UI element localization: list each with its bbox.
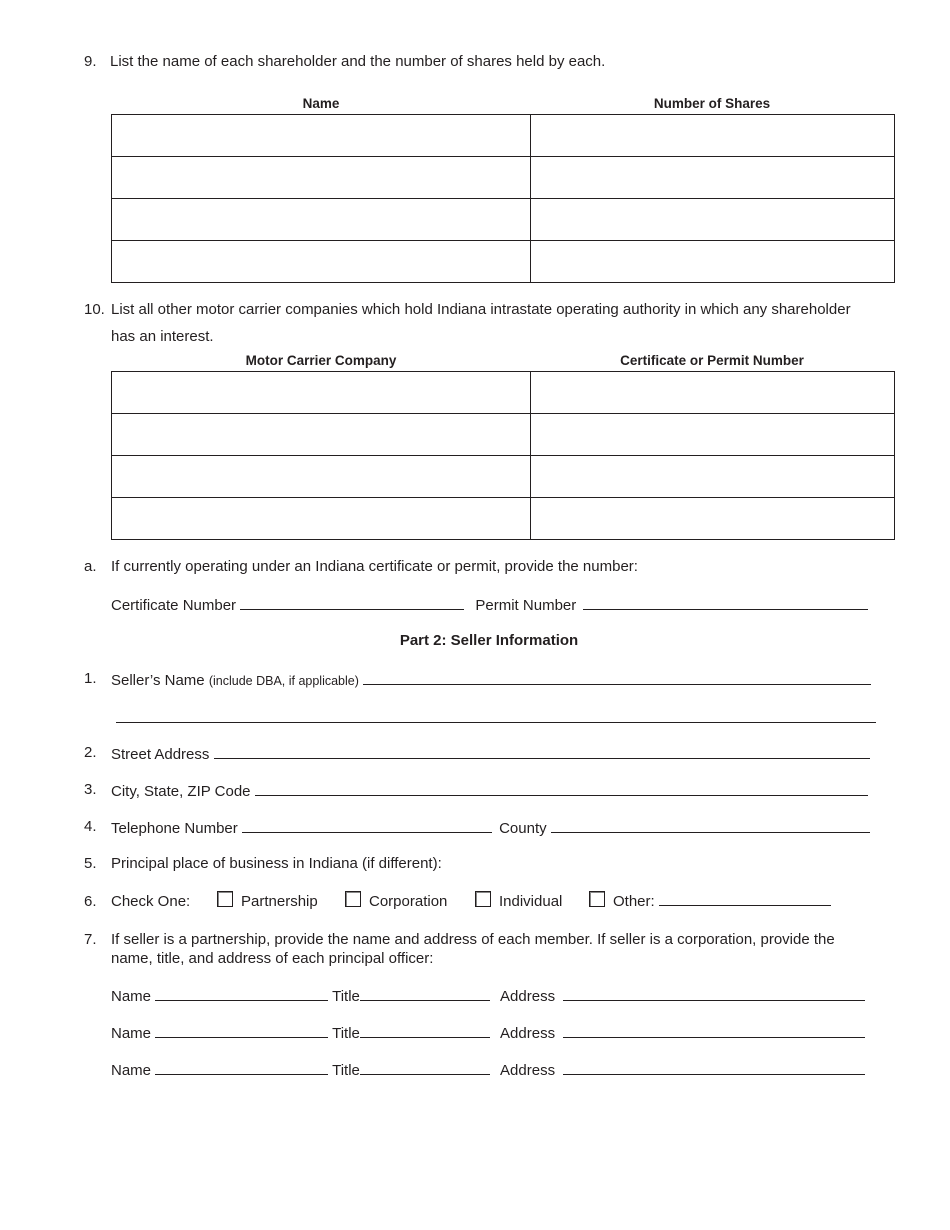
- carrier-table: [111, 371, 895, 540]
- p2q6-number: 6.: [84, 893, 97, 910]
- certificate-row: [111, 595, 868, 614]
- partnership-checkbox[interactable]: [217, 891, 233, 907]
- q7-text-line2: name, title, and address of each principal officer:: [111, 950, 434, 967]
- seller-name-note: (include DBA, if applicable): [208, 674, 359, 688]
- shareholder-name-cell[interactable]: [112, 157, 531, 199]
- officer-name-field[interactable]: [155, 1023, 328, 1038]
- seller-name-field[interactable]: [363, 670, 871, 685]
- table-row: [112, 456, 895, 498]
- option-individual[interactable]: [475, 891, 562, 910]
- p2q7-number: 7.: [84, 931, 97, 948]
- shareholder-name-header: Name: [302, 96, 340, 111]
- other-label: Other:: [613, 893, 655, 910]
- p2q5-number: 5.: [84, 855, 97, 872]
- shares-header: Number of Shares: [653, 96, 771, 111]
- table-row: [112, 115, 895, 157]
- street-address-row: [111, 744, 870, 763]
- qa-text: If currently operating under an Indiana certificate or permit, provide the number:: [111, 558, 638, 575]
- company-cell[interactable]: [112, 414, 531, 456]
- option-corporation[interactable]: [345, 891, 447, 910]
- partnership-label: Partnership: [241, 893, 318, 910]
- telephone-field[interactable]: [242, 818, 492, 833]
- table-row: [112, 414, 895, 456]
- officer-address-field[interactable]: [563, 986, 865, 1001]
- seller-name-field-2[interactable]: [116, 705, 876, 723]
- permit-label: Permit Number: [475, 597, 577, 614]
- county-label: County: [499, 820, 547, 837]
- city-state-zip-field[interactable]: [255, 781, 868, 796]
- certificate-number-field[interactable]: [240, 595, 464, 610]
- officer-title-label: Title: [332, 1025, 360, 1042]
- p2q3-number: 3.: [84, 781, 97, 798]
- officer-row: [111, 1023, 865, 1042]
- officer-address-label: Address: [500, 988, 556, 1005]
- officer-address-field[interactable]: [563, 1060, 865, 1075]
- p2q1-number: 1.: [84, 670, 97, 687]
- p2q2-number: 2.: [84, 744, 97, 761]
- officer-row: [111, 986, 865, 1005]
- company-cell[interactable]: [112, 456, 531, 498]
- q9-text: List the name of each shareholder and the number of shares held by each.: [110, 53, 606, 70]
- phone-county-row: [111, 818, 870, 837]
- certificate-cell[interactable]: [531, 372, 895, 414]
- table-row: [112, 157, 895, 199]
- principal-place-text: Principal place of business in Indiana (if different):: [111, 855, 442, 872]
- table-row: [112, 498, 895, 540]
- officer-title-field[interactable]: [360, 1023, 490, 1038]
- shares-cell[interactable]: [531, 157, 895, 199]
- seller-name-row: [111, 670, 871, 689]
- shareholder-name-cell[interactable]: [112, 199, 531, 241]
- officer-row: [111, 1060, 865, 1079]
- corporation-label: Corporation: [369, 893, 448, 910]
- option-partnership[interactable]: [217, 891, 318, 910]
- county-field[interactable]: [551, 818, 870, 833]
- officer-name-field[interactable]: [155, 1060, 328, 1075]
- shareholder-name-cell[interactable]: [112, 115, 531, 157]
- officer-name-label: Name: [111, 988, 152, 1005]
- company-cell[interactable]: [112, 498, 531, 540]
- shares-cell[interactable]: [531, 241, 895, 283]
- q10-text-line2: has an interest.: [111, 328, 214, 345]
- street-address-label: Street Address: [111, 746, 210, 763]
- officer-name-field[interactable]: [155, 986, 328, 1001]
- company-header: Motor Carrier Company: [245, 353, 397, 368]
- city-state-zip-row: [111, 781, 868, 800]
- qa-number: a.: [84, 558, 97, 575]
- street-address-field[interactable]: [214, 744, 870, 759]
- officer-name-label: Name: [111, 1062, 152, 1079]
- shareholder-name-cell[interactable]: [112, 241, 531, 283]
- certificate-cell[interactable]: [531, 498, 895, 540]
- permit-number-field[interactable]: [583, 595, 868, 610]
- q9-number: 9.: [84, 53, 97, 70]
- q10-number: 10.: [84, 301, 105, 318]
- city-state-zip-label: City, State, ZIP Code: [111, 783, 251, 800]
- q10-text-line1: List all other motor carrier companies which hold Indiana intrastate operating authority in which any shareholder: [111, 301, 851, 318]
- other-field[interactable]: [659, 891, 831, 906]
- officer-address-label: Address: [500, 1025, 556, 1042]
- check-one-label: Check One:: [111, 893, 191, 910]
- officer-title-label: Title: [332, 988, 360, 1005]
- p2q4-number: 4.: [84, 818, 97, 835]
- table-row: [112, 199, 895, 241]
- certificate-cell[interactable]: [531, 414, 895, 456]
- officer-title-label: Title: [332, 1062, 360, 1079]
- part2-heading: Part 2: Seller Information: [399, 632, 579, 649]
- company-cell[interactable]: [112, 372, 531, 414]
- individual-label: Individual: [499, 893, 563, 910]
- officer-address-field[interactable]: [563, 1023, 865, 1038]
- officer-name-label: Name: [111, 1025, 152, 1042]
- officer-title-field[interactable]: [360, 1060, 490, 1075]
- shareholder-table: [111, 114, 895, 283]
- telephone-label: Telephone Number: [111, 820, 238, 837]
- corporation-checkbox[interactable]: [345, 891, 361, 907]
- seller-name-label: Seller’s Name: [111, 672, 205, 689]
- other-checkbox[interactable]: [589, 891, 605, 907]
- certificate-cell[interactable]: [531, 456, 895, 498]
- shares-cell[interactable]: [531, 199, 895, 241]
- table-row: [112, 372, 895, 414]
- option-other[interactable]: [589, 891, 831, 910]
- officer-title-field[interactable]: [360, 986, 490, 1001]
- individual-checkbox[interactable]: [475, 891, 491, 907]
- certificate-label: Certificate Number: [111, 597, 237, 614]
- q7-text-line1: If seller is a partnership, provide the name and address of each member. If seller is a corporation, provide the: [111, 931, 835, 948]
- table-row: [112, 241, 895, 283]
- certificate-header: Certificate or Permit Number: [620, 353, 804, 368]
- officer-address-label: Address: [500, 1062, 556, 1079]
- shares-cell[interactable]: [531, 115, 895, 157]
